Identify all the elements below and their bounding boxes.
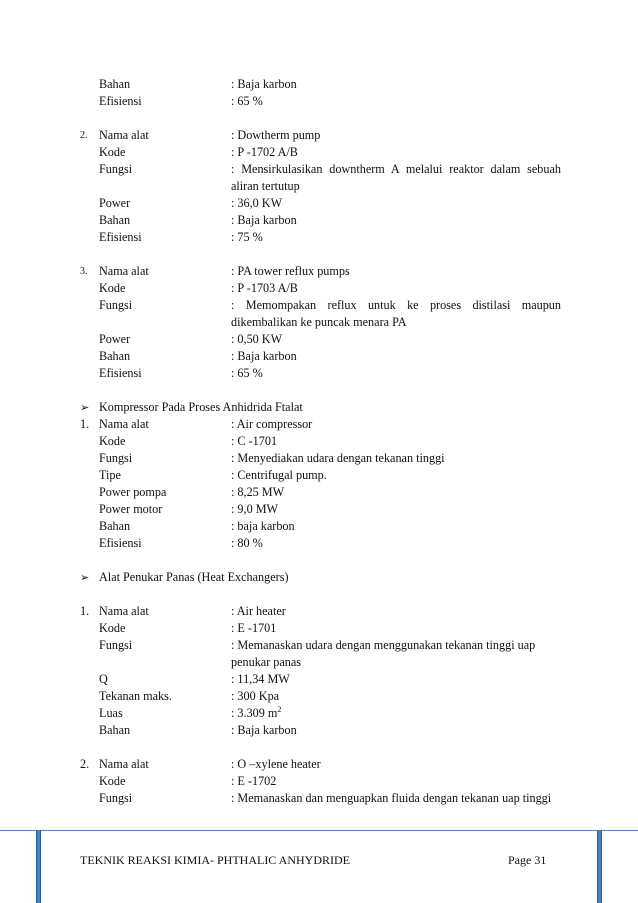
spec-value: : 80 % <box>231 536 263 550</box>
spec-row <box>0 484 638 501</box>
footer-divider <box>0 830 638 831</box>
spec-label: Power <box>99 332 131 346</box>
spec-value: : 300 Kpa <box>231 689 280 703</box>
spec-label: Kode <box>99 774 126 788</box>
arrow-bullet-icon: ➢ <box>80 571 90 584</box>
spec-row <box>0 773 638 790</box>
spec-value: : Centrifugal pump. <box>231 468 327 482</box>
spec-value <box>231 705 561 722</box>
spec-row <box>0 620 638 637</box>
spec-label: Nama alat <box>99 757 149 771</box>
spec-row <box>0 195 638 212</box>
spec-value: : Baja karbon <box>231 349 297 363</box>
spec-value: : 65 % <box>231 366 263 380</box>
item-number: 2. <box>80 757 90 771</box>
spec-row <box>0 705 638 722</box>
spec-label: Efisiensi <box>99 536 142 550</box>
spec-value: : E -1702 <box>231 774 277 788</box>
spec-row <box>0 603 638 620</box>
spec-value: : Memanaskan udara dengan menggunakan tekanan tinggi uap penukar panas <box>231 638 536 669</box>
spec-row <box>0 348 638 365</box>
item-number: 3. <box>80 266 88 277</box>
spec-row <box>0 365 638 382</box>
spec-value: : P -1703 A/B <box>231 281 298 295</box>
spec-row <box>0 76 638 93</box>
spec-value: : 8,25 MW <box>231 485 285 499</box>
spec-label: Nama alat <box>99 417 149 431</box>
spec-label: Fungsi <box>99 791 133 805</box>
spec-value: : E -1701 <box>231 621 277 635</box>
section-title: Alat Penukar Panas (Heat Exchangers) <box>99 570 289 584</box>
spec-row <box>0 450 638 467</box>
spec-label: Nama alat <box>99 264 149 278</box>
item-number: 1. <box>80 604 90 618</box>
spec-row <box>0 416 638 433</box>
spec-value: : Memompakan reflux untuk ke proses distilasi maupun dikembalikan ke puncak menara PA <box>231 298 561 329</box>
spec-row <box>0 229 638 246</box>
spec-value: : Mensirkulasikan downtherm A melalui reaktor dalam sebuah aliran tertutup <box>231 162 561 193</box>
spec-row <box>0 280 638 297</box>
spec-label: Luas <box>99 706 123 720</box>
spec-label: Q <box>99 672 108 686</box>
spec-label: Power pompa <box>99 485 167 499</box>
page-number: Page 31 <box>508 853 547 867</box>
spec-label: Fungsi <box>99 298 133 312</box>
footer-title: TEKNIK REAKSI KIMIA- PHTHALIC ANHYDRIDE <box>80 853 350 867</box>
spec-label: Bahan <box>99 213 131 227</box>
spec-value: : Memanaskan dan menguapkan fluida dengan tekanan uap tinggi <box>231 791 552 805</box>
spec-value: : O –xylene heater <box>231 757 321 771</box>
spec-row <box>0 127 638 144</box>
spec-row <box>0 501 638 518</box>
spec-label: Power <box>99 196 131 210</box>
spec-row <box>0 331 638 348</box>
spec-label: Bahan <box>99 723 131 737</box>
spec-value: : PA tower reflux pumps <box>231 264 350 278</box>
spec-label: Nama alat <box>99 604 149 618</box>
spec-value: : C -1701 <box>231 434 278 448</box>
spec-label: Kode <box>99 145 126 159</box>
arrow-bullet-icon: ➢ <box>80 401 90 414</box>
spec-value: : 75 % <box>231 230 263 244</box>
superscript: 2 <box>277 705 282 714</box>
spec-value: : Dowtherm pump <box>231 128 321 142</box>
spec-label: Fungsi <box>99 638 133 652</box>
footer-right-bar <box>597 830 602 903</box>
spec-row <box>0 467 638 484</box>
spec-label: Bahan <box>99 77 131 91</box>
spec-value: : 0,50 KW <box>231 332 283 346</box>
item-number: 2. <box>80 130 88 141</box>
spec-row <box>0 535 638 552</box>
spec-row <box>0 93 638 110</box>
footer-left-bar <box>36 830 41 903</box>
spec-row <box>0 756 638 773</box>
spec-value: : Air heater <box>231 604 286 618</box>
spec-row <box>0 688 638 705</box>
spec-row <box>0 671 638 688</box>
spec-value: : baja karbon <box>231 519 295 533</box>
spec-label: Efisiensi <box>99 230 142 244</box>
spec-row <box>0 518 638 535</box>
page-content <box>0 76 638 824</box>
spec-row <box>0 144 638 161</box>
spec-value: : Baja karbon <box>231 77 297 91</box>
spec-label: Fungsi <box>99 162 133 176</box>
spec-row <box>0 263 638 280</box>
section-heading <box>0 569 638 586</box>
spec-value: : Baja karbon <box>231 723 297 737</box>
spec-value: : 65 % <box>231 94 263 108</box>
spec-row <box>0 161 638 195</box>
spec-row <box>0 297 638 331</box>
spec-value: : P -1702 A/B <box>231 145 298 159</box>
spec-label: Fungsi <box>99 451 133 465</box>
spec-value: : Baja karbon <box>231 213 297 227</box>
spec-value: : 36,0 KW <box>231 196 283 210</box>
spec-label: Tekanan maks. <box>99 689 172 703</box>
section-title: Kompressor Pada Proses Anhidrida Ftalat <box>99 400 303 414</box>
spec-value: : 11,34 MW <box>231 672 290 686</box>
spec-row <box>0 722 638 739</box>
spec-label: Bahan <box>99 349 131 363</box>
spec-value: : Air compressor <box>231 417 313 431</box>
spec-row <box>0 433 638 450</box>
spec-label: Bahan <box>99 519 131 533</box>
spec-label: Tipe <box>99 468 121 482</box>
item-number: 1. <box>80 417 90 431</box>
spec-row <box>0 637 638 671</box>
spec-label: Kode <box>99 281 126 295</box>
spec-value: : 9,0 MW <box>231 502 279 516</box>
spec-row <box>0 212 638 229</box>
area-value: : 3.309 m <box>231 706 278 720</box>
spec-label: Efisiensi <box>99 366 142 380</box>
section-heading <box>0 399 638 416</box>
spec-label: Efisiensi <box>99 94 142 108</box>
spec-label: Power motor <box>99 502 163 516</box>
spec-label: Kode <box>99 434 126 448</box>
spec-row <box>0 790 638 824</box>
spec-label: Kode <box>99 621 126 635</box>
spec-label: Nama alat <box>99 128 149 142</box>
spec-value: : Menyediakan udara dengan tekanan tinggi <box>231 451 445 465</box>
